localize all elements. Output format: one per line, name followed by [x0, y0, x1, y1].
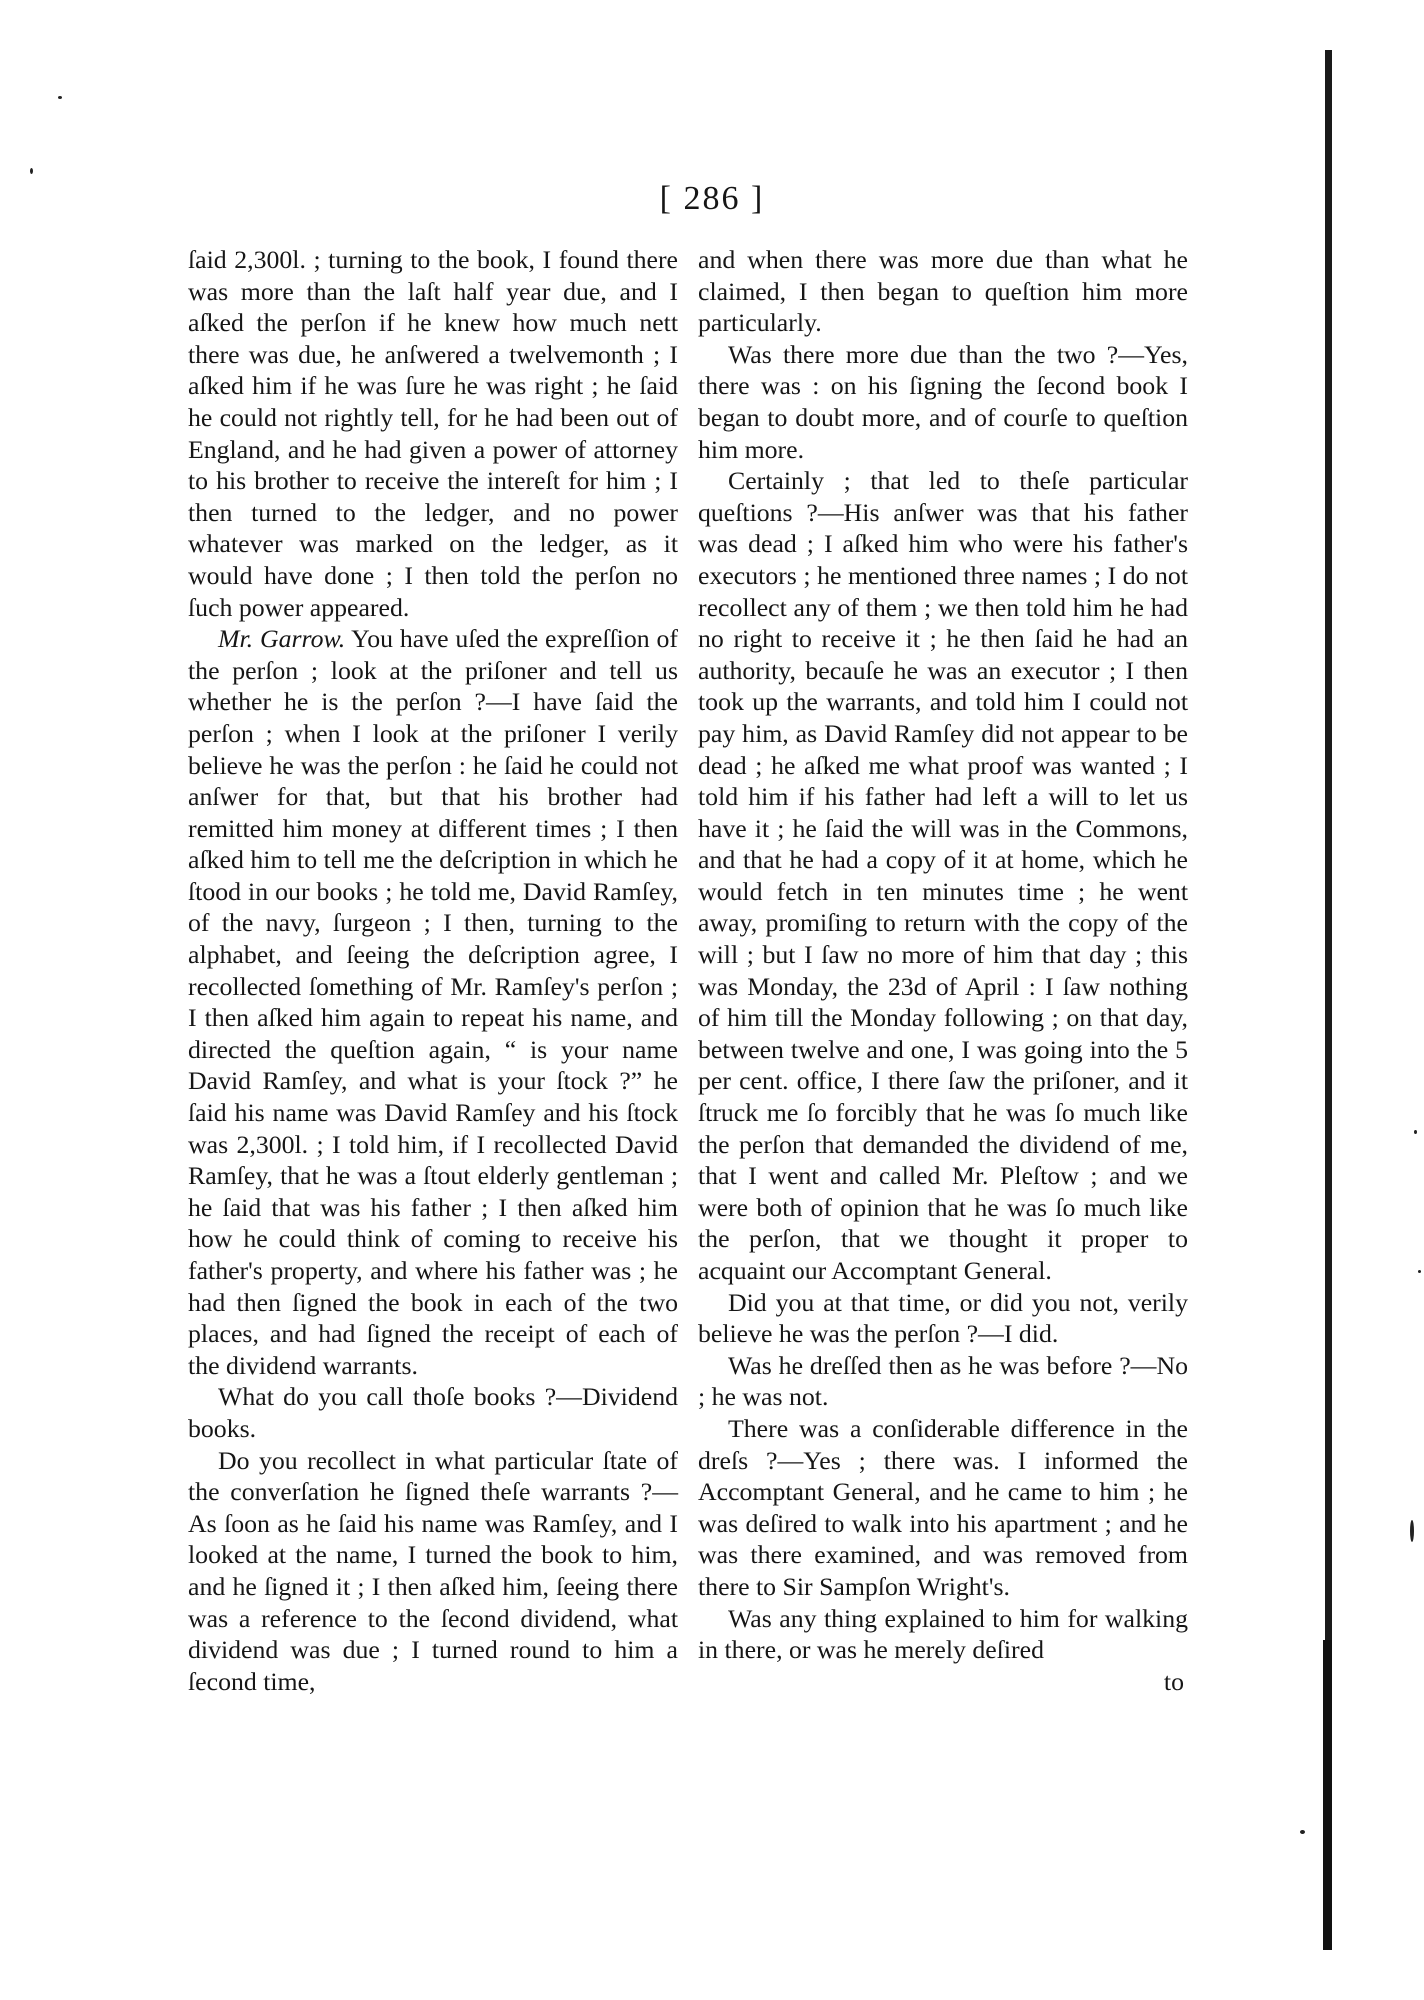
paragraph: What do you call thoſe books ?—Dividend books.: [188, 1382, 678, 1443]
ink-speck: [1418, 1270, 1421, 1273]
paragraph-text: You have uſed the expreſſion of the perſon ; look at the priſoner and tell us whether he is the perſon ?—I have ſaid the perſon ; when I look at the priſoner I verily believe he was the perſon : he ſaid he could not anſwer for that, but that his brother had remitted him money at different times ; I then aſked him to tell me the deſcription in which he ſtood in our books ; he told me, David Ramſey, of the navy, ſurgeon ; I then, turning to the alphabet, and ſeeing the deſcription agree, I recollected ſomething of Mr. Ramſey's perſon ; I then aſked him again to repeat his name, and directed the queſtion again, “ is your name David Ramſey, and what is your ſtock ?” he ſaid his name was David Ramſey and his ſtock was 2,300l. ; I told him, if I recollected David Ramſey, that he was a ſtout elderly gentleman ; he ſaid that was his father ; I then aſked him how he could think of coming to receive his father's property, and where his father was ; he had then ſigned the book in each of the two places, and had ſigned the receipt of each of the dividend warrants.: [188, 624, 678, 1380]
paragraph: [188, 623, 678, 1381]
ink-speck: [1414, 1130, 1417, 1134]
paragraph: Did you at that time, or did you not, verily believe he was the perſon ?—I did.: [698, 1287, 1188, 1349]
left-column: [188, 244, 678, 1697]
paragraph: Was he dreſſed then as he was before ?—No ; he was not.: [698, 1350, 1188, 1412]
paragraph: and when there was more due than what he claimed, I then began to queſtion him more particularly.: [698, 245, 1188, 338]
paragraph: Do you recollect in what particular ſtate of the converſation he ſigned theſe warrants ?—As ſoon as he ſaid his name was Ramſey, and I looked at the name, I turned the book to him, and he ſigned it ; I then aſked him, ſeeing there was a reference to the ſecond dividend, what dividend was due ; I turned round to him a ſecond time,: [188, 1445, 678, 1696]
speaker-name: Mr. Garrow.: [218, 624, 346, 654]
paragraph: Was there more due than the two ?—Yes, there was : on his ſigning the ſecond book I began to doubt more, and of courſe to queſtion him more.: [698, 339, 1188, 464]
ink-speck: [1410, 1520, 1414, 1542]
binding-edge-lower: [1323, 1640, 1332, 1950]
paragraph: ſaid 2,300l. ; turning to the book, I found there was more than the laſt half year due, and I aſked the perſon if he knew how much nett there was due, he anſwered a twelvemonth ; I aſked him if he was ſure he was right ; he ſaid he could not rightly tell, for he had been out of England, and he had given a power of attorney to his brother to receive the intereſt for him ; I then turned to the ledger, and no power whatever was marked on the ledger, as it would have done ; I then told the perſon no ſuch power appeared.: [188, 245, 678, 622]
paragraph: There was a conſiderable difference in the dreſs ?—Yes ; there was. I informed the Accomptant General, and he came to him ; he was deſired to walk into his apartment ; and he was there examined, and was removed from there to Sir Sampſon Wright's.: [698, 1413, 1188, 1601]
paragraph: Was any thing explained to him for walking in there, or was he merely deſired: [698, 1603, 1188, 1665]
catchword: to: [1163, 1666, 1184, 1696]
ink-speck: [1300, 1830, 1305, 1834]
page-number: [ 286 ]: [659, 180, 765, 217]
ink-speck: [58, 96, 62, 99]
paragraph: Certainly ; that led to theſe particular queſtions ?—His anſwer was that his father was dead ; I aſked him who were his father's executors ; he mentioned three names ; I do not recollect any of them ; we then told him he had no right to receive it ; he then ſaid he had an authority, becauſe he was an executor ; I then took up the warrants, and told him I could not pay him, as David Ramſey did not appear to be dead ; he aſked me what proof was wanted ; I told him if his father had left a will to let us have it ; he ſaid the will was in the Commons, and that he had a copy of it at home, which he would fetch in ten minutes time ; he went away, promiſing to return with the copy of the will ; but I ſaw no more of him that day ; this was Monday, the 23d of April : I ſaw nothing of him till the Monday following ; on that day, between twelve and one, I was going into the 5 per cent. office, I there ſaw the priſoner, and it ſtruck me ſo forcibly that he was ſo much like the perſon that demanded the dividend of me, that I went and called Mr. Pleſtow ; and we were both of opinion that he was ſo much like the perſon, that we thought it proper to acquaint our Accomptant General.: [698, 466, 1188, 1285]
ink-speck: [30, 168, 33, 174]
right-column: [698, 244, 1188, 1697]
